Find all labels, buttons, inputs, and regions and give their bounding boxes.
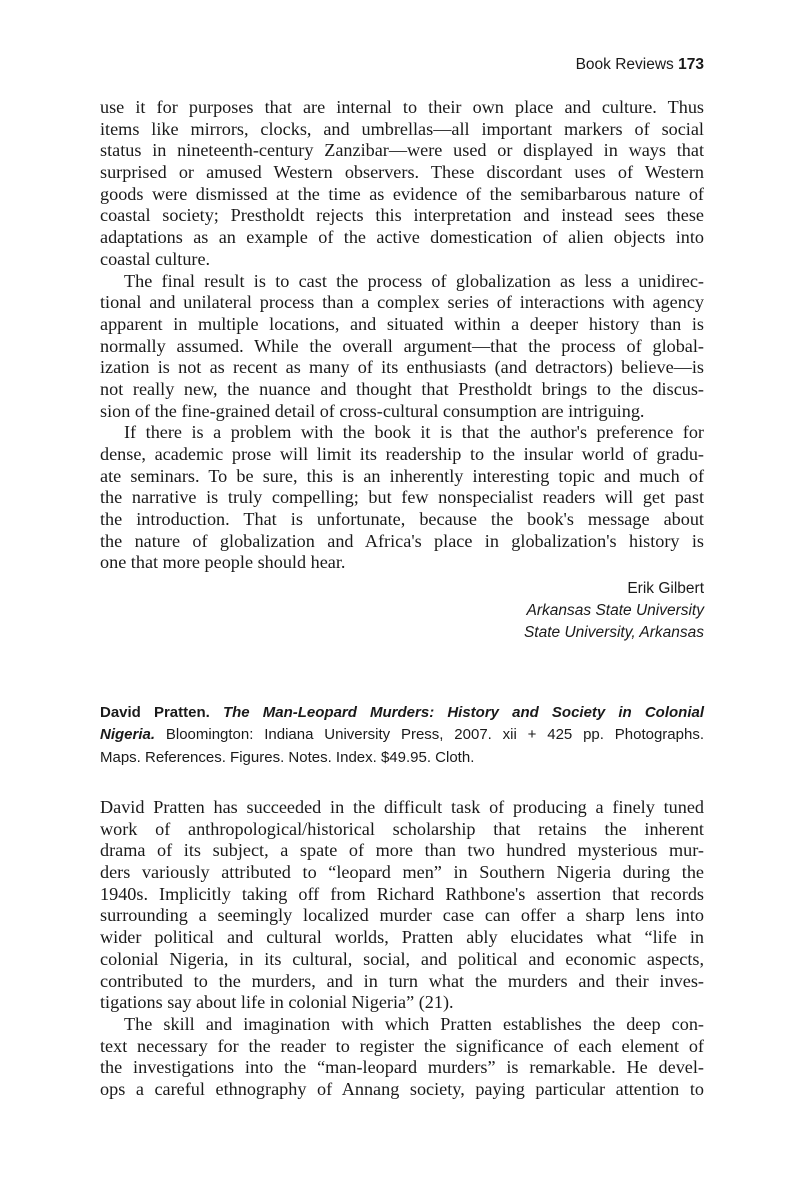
text-line: text necessary for the reader to register the significance of each element of [100,1035,704,1056]
reviewer-location: State University, Arkansas [523,624,704,641]
text-line: the introduction. That is unfortunate, because the book's message about [100,509,704,530]
citation-line [100,702,704,724]
publication-info: Bloomington: Indiana University Press, 2007. xii + 425 pp. Photographs. [165,726,704,744]
text-line: tigations say about life in colonial Nigeria” (21). [100,992,454,1013]
text-line: the narrative is truly compelling; but few nonspecialist readers will get past [100,487,704,508]
text-line: work of anthropological/historical scholarship that retains the inherent [100,818,704,839]
text-line: one that more people should hear. [100,552,346,573]
text-line: The final result is to cast the process of globalization as less a unidirec- [124,270,704,291]
text-line: surrounding a seemingly localized murder case can offer a sharp lens into [100,905,704,926]
text-line: surprised or amused Western observers. These discordant uses of Western [100,162,704,183]
text-line: goods were dismissed at the time as evidence of the semibarbarous nature of [100,183,704,204]
publication-details: Maps. References. Figures. Notes. Index. $49.95. Cloth. [100,748,475,766]
text-line: use it for purposes that are internal to their own place and culture. Thus [100,97,704,117]
text-line: the investigations into the “man-leopard murders” is remarkable. He devel- [100,1057,704,1078]
book-author: David Pratten. [100,704,210,721]
text-line: ization is not as recent as many of its enthusiasts (and detractors) believe—is [100,357,704,378]
text-line: coastal society; Prestholdt rejects this interpretation and instead sees these [100,205,704,226]
paragraph [100,797,704,1014]
text-line: dense, academic prose will limit its readership to the insular world of gradu- [100,444,704,464]
reviewer-institution: Arkansas State University [526,602,704,619]
page-number: 173 [678,56,704,73]
text-line: The skill and imagination with which Pratten establishes the deep con- [124,1013,704,1034]
text-line: coastal culture. [100,248,211,269]
text-line: sion of the fine-grained detail of cross-cultural consumption are intriguing. [100,400,645,421]
text-line: 1940s. Implicitly taking off from Richard Rathbone's assertion that records [100,883,704,904]
text-line: ders variously attributed to “leopard men” in Southern Nigeria during the [100,862,704,883]
paragraph [100,97,704,271]
text-line: not really new, the nuance and thought that Prestholdt brings to the discus- [100,378,704,399]
review-1-body [100,97,704,574]
reviewer-signature [304,578,704,644]
paragraph [100,271,704,423]
text-line: ate seminars. To be sure, this is an inherently interesting topic and much of [100,465,704,486]
text-line: adaptations as an example of the active domestication of alien objects into [100,227,704,248]
reviewer-name: Erik Gilbert [627,580,704,597]
text-line: the nature of globalization and Africa's place in globalization's history is [100,530,704,551]
paragraph [100,422,704,574]
book-title-cont: Nigeria. [100,726,156,744]
text-line: apparent in multiple locations, and situated within a deeper history than is [100,313,704,334]
text-line: wider political and cultural worlds, Pratten ably elucidates what “life in [100,927,704,948]
text-line: David Pratten has succeeded in the difficult task of producing a finely tuned [100,797,704,817]
paragraph [100,1014,704,1101]
running-head [576,56,704,74]
text-line: If there is a problem with the book it is that the author's preference for [124,422,704,443]
text-line: contributed to the murders, and in turn what the murders and their inves- [100,970,704,991]
citation-line [100,747,704,769]
section-title: Book Reviews [575,56,674,73]
review-2-body [100,797,704,1101]
text-line: ops a careful ethnography of Annang society, paying particular attention to [100,1078,704,1099]
text-line: drama of its subject, a spate of more than two hundred mysterious mur- [100,840,704,861]
book-citation [100,702,704,769]
text-line: status in nineteenth-century Zanzibar—were used or displayed in ways that [100,140,704,161]
text-line: colonial Nigeria, in its cultural, social, and political and economic aspects, [100,948,704,969]
text-line: normally assumed. While the overall argument—that the process of global- [100,335,704,356]
book-title: The Man-Leopard Murders: History and Society in Colonial [222,704,704,721]
text-line: items like mirrors, clocks, and umbrellas—all important markers of social [100,118,704,139]
citation-line [100,724,704,746]
text-line: tional and unilateral process than a complex series of interactions with agency [100,292,704,313]
